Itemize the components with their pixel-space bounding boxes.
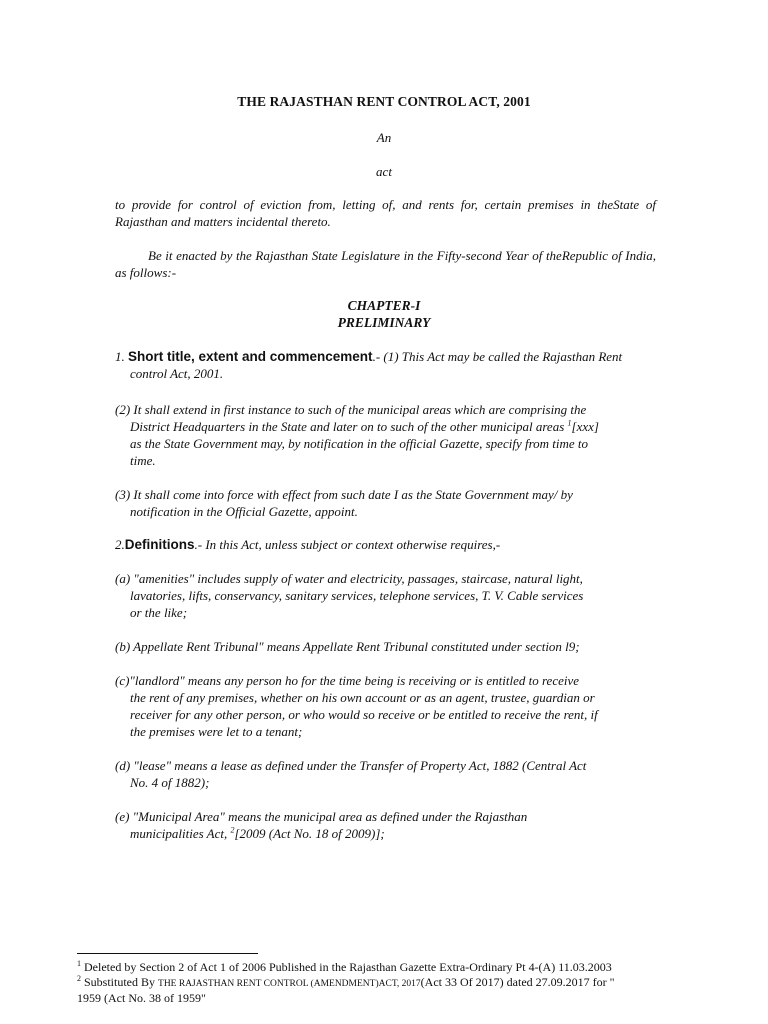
footnote-divider — [77, 953, 258, 954]
section-2-intro: .- In this Act, unless subject or context otherwise requires,- — [194, 537, 501, 552]
footnote-ref-2[interactable]: 2 — [230, 825, 235, 835]
section-1-sub2 — [115, 401, 656, 469]
definition-e — [115, 808, 656, 842]
definition-d — [115, 757, 656, 791]
preamble: to provide for control of eviction from, letting of, and rents for, certain premises in theState of Rajasthan and matters incidental thereto. — [115, 197, 656, 229]
chapter-heading — [0, 297, 768, 331]
definition-b — [115, 638, 656, 655]
footnote-2-text-a: Substituted By — [81, 975, 159, 989]
section-1-sub1: .- (1) This Act may be called the Rajasthan Rent — [372, 349, 623, 364]
definition-c — [115, 672, 656, 740]
definition-e-line-2 — [115, 825, 656, 842]
footnote-2-text-c: 1959 (Act No. 38 of 1959" — [77, 991, 206, 1005]
section-1-sub3-line-b: notification in the Official Gazette, appoint. — [130, 504, 358, 519]
definition-c-line-1: (c)"landlord" means any person ho for the time being is receiving or is entitled to receive — [115, 673, 580, 688]
definition-a-line-2: lavatories, lifts, conservancy, sanitary services, telephone services, T. V. Cable services — [130, 588, 584, 603]
section-1-number: 1. — [115, 349, 125, 364]
section-1-sub2-line-d: time. — [130, 453, 156, 468]
definition-c-line-3: receiver for any other person, or who would so receive or be entitled to receive the rent, if — [130, 707, 598, 722]
section-1-sub3-line-a: (3) It shall come into force with effect from such date I as the State Government may/ by — [115, 487, 573, 502]
section-1-sub2-line-a: (2) It shall extend in first instance to such of the municipal areas which are comprising the — [115, 402, 587, 417]
footnote-2-mark: 2 — [77, 974, 81, 983]
chapter-number: CHAPTER-I — [347, 298, 421, 313]
definition-e-end: [2009 (Act No. 18 of 2009)]; — [234, 826, 385, 841]
section-1-sub2-line-b — [115, 418, 656, 435]
act-title: THE RAJASTHAN RENT CONTROL ACT, 2001 — [237, 94, 531, 109]
section-2 — [115, 536, 656, 553]
section-1-sub2-b-text: District Headquarters in the State and later on to such of the other municipal areas — [130, 419, 568, 434]
footnote-2-act-name: THE RAJASTHAN RENT CONTROL (AMENDMENT)ACT, 2017 — [158, 979, 421, 989]
definition-a-line-1: (a) "amenities" includes supply of water and electricity, passages, staircase, natural light, — [115, 571, 583, 586]
definition-e-text: municipalities Act, — [130, 826, 231, 841]
section-1-sub1-rest: control Act, 2001. — [130, 366, 224, 381]
footnote-2 — [77, 975, 677, 1005]
definition-c-line-2: the rent of any premises, whether on his own account or as an agent, trustee, guardian or — [130, 690, 595, 705]
definition-d-line-1: (d) "lease" means a lease as defined under the Transfer of Property Act, 1882 (Central Act — [115, 758, 587, 773]
section-1 — [115, 348, 656, 382]
section-2-heading: Definitions — [124, 537, 195, 552]
section-1-line — [115, 348, 656, 365]
definition-e-line-1: (e) "Municipal Area" means the municipal area as defined under the Rajasthan — [115, 809, 528, 824]
definition-a — [115, 570, 656, 621]
definition-d-line-2: No. 4 of 1882); — [130, 775, 210, 790]
footnote-ref-1[interactable]: 1 — [567, 418, 572, 428]
act-an: An — [376, 130, 392, 145]
chapter-name: PRELIMINARY — [337, 315, 431, 330]
section-1-sub2-b-end: [xxx] — [571, 419, 599, 434]
footnote-1 — [77, 960, 677, 974]
section-2-line — [115, 536, 656, 553]
section-2-number: 2. — [115, 537, 125, 552]
act-act: act — [376, 164, 392, 179]
definition-c-line-4: the premises were let to a tenant; — [130, 724, 303, 739]
definition-b-line-1: (b) Appellate Rent Tribunal" means Appellate Rent Tribunal constituted under section l9; — [115, 639, 580, 654]
definition-a-line-3: or the like; — [130, 605, 188, 620]
footnote-1-text: Deleted by Section 2 of Act 1 of 2006 Published in the Rajasthan Gazette Extra-Ordinary Pt 4-(A) 11.03.2003 — [81, 960, 612, 974]
section-1-sub3 — [115, 486, 656, 520]
section-1-sub2-line-c: as the State Government may, by notification in the official Gazette, specify from time to — [130, 436, 589, 451]
footnote-2-text-b: (Act 33 Of 2017) dated 27.09.2017 for " — [420, 975, 615, 989]
footnote-1-mark: 1 — [77, 959, 81, 968]
enactment-clause: Be it enacted by the Rajasthan State Legislature in the Fifty-second Year of theRepublic of India, as follows:- — [115, 248, 656, 280]
section-1-heading: Short title, extent and commencement — [128, 349, 373, 364]
